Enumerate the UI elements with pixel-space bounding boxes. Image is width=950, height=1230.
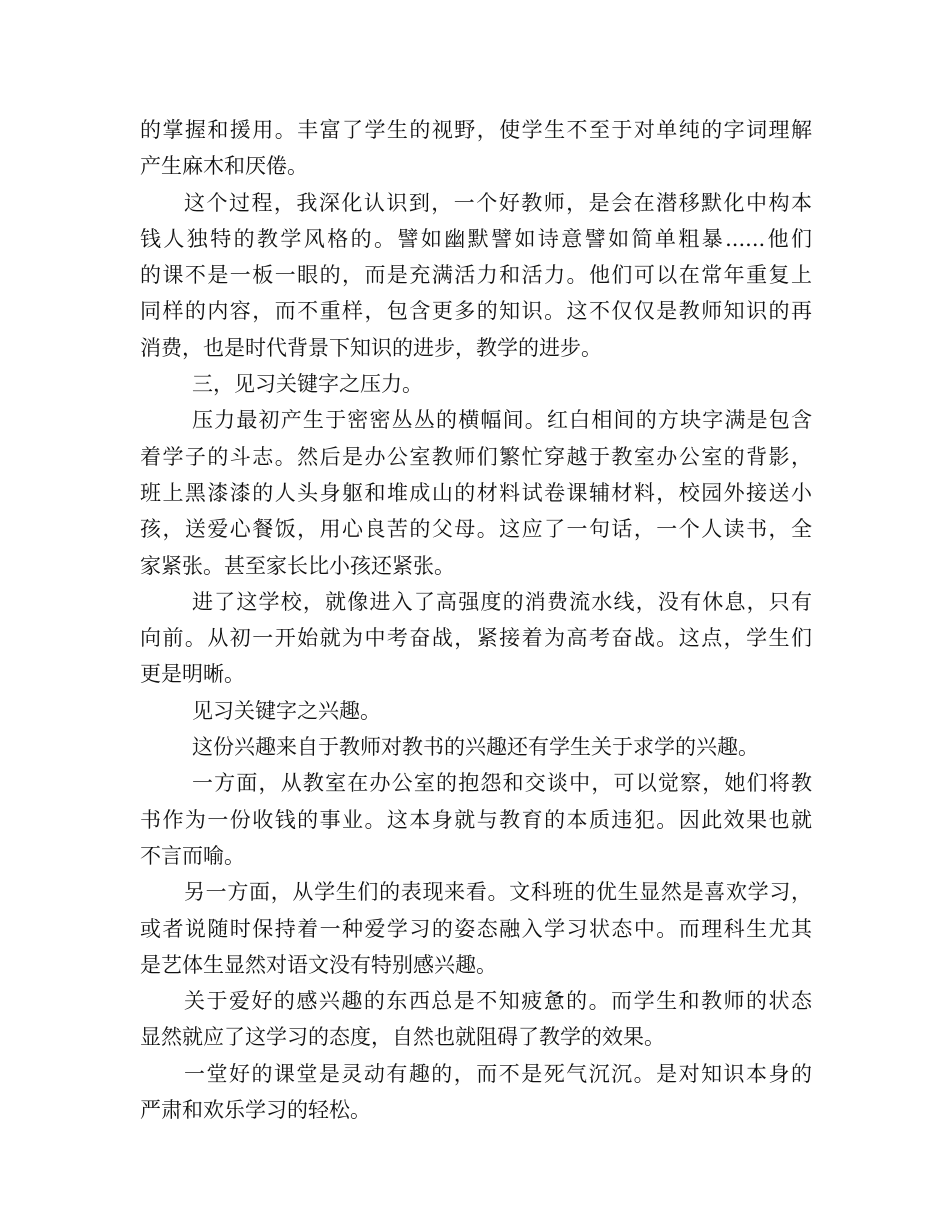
text-line: 严肃和欢乐学习的轻松。 — [140, 1098, 371, 1123]
text-line: 关于爱好的感兴趣的东西总是不知疲惫的。而学生和教师的状态 — [184, 989, 812, 1014]
text-line: 家紧张。甚至家长比小孩还紧张。 — [140, 553, 455, 578]
text-line: 的课不是一板一眼的，而是充满活力和活力。他们可以在常年重复上 — [140, 263, 812, 288]
text-line: 的掌握和援用。丰富了学生的视野，使学生不至于对单纯的字词理解 — [140, 118, 812, 142]
text-line: 是艺体生显然对语文没有特别感兴趣。 — [140, 952, 497, 977]
text-line: 着学子的斗志。然后是办公室教师们繁忙穿越于教室办公室的背影， — [140, 444, 812, 469]
text-line: 进了这学校，就像进入了高强度的消费流水线，没有休息，只有 — [192, 589, 812, 614]
text-line: 压力最初产生于密密丛丛的横幅间。红白相间的方块字满是包含 — [192, 408, 812, 433]
text-line: 班上黑漆漆的人头身躯和堆成山的材料试卷课辅材料，校园外接送小 — [140, 480, 812, 505]
text-line: 显然就应了这学习的态度，自然也就阻碍了教学的效果。 — [140, 1025, 665, 1050]
text-line: 不言而喻。 — [140, 843, 245, 868]
section-heading: 见习关键字之兴趣。 — [192, 698, 381, 723]
text-line: 钱人独特的教学风格的。譬如幽默譬如诗意譬如简单粗暴......他们 — [140, 226, 812, 251]
text-line: 一堂好的课堂是灵动有趣的，而不是死气沉沉。是对知识本身的 — [184, 1061, 812, 1086]
text-line: 这份兴趣来自于教师对教书的兴趣还有学生关于求学的兴趣。 — [192, 735, 759, 760]
text-line: 孩，送爱心餐饭，用心良苦的父母。这应了一句话，一个人读书，全 — [140, 517, 812, 542]
text-line: 一方面，从教室在办公室的抱怨和交谈中，可以觉察，她们将教 — [192, 771, 812, 796]
text-line: 消费，也是时代背景下知识的进步，教学的进步。 — [140, 335, 602, 360]
text-line: 产生麻木和厌倦。 — [140, 154, 308, 179]
text-line: 或者说随时保持着一种爱学习的姿态融入学习状态中。而理科生尤其 — [140, 916, 812, 941]
section-heading: 三，见习关键字之压力。 — [192, 372, 423, 397]
text-line: 更是明晰。 — [140, 662, 245, 687]
text-line: 这个过程，我深化认识到，一个好教师，是会在潜移默化中构本 — [184, 190, 812, 215]
text-line: 向前。从初一开始就为中考奋战，紧接着为高考奋战。这点，学生们 — [140, 626, 812, 651]
document-body — [140, 112, 812, 1128]
text-line: 同样的内容，而不重样，包含更多的知识。这不仅仅是教师知识的再 — [140, 299, 812, 324]
text-line: 书作为一份收钱的事业。这本身就与教育的本质违犯。因此效果也就 — [140, 807, 812, 832]
text-line: 另一方面，从学生们的表现来看。文科班的优生显然是喜欢学习， — [184, 880, 812, 905]
